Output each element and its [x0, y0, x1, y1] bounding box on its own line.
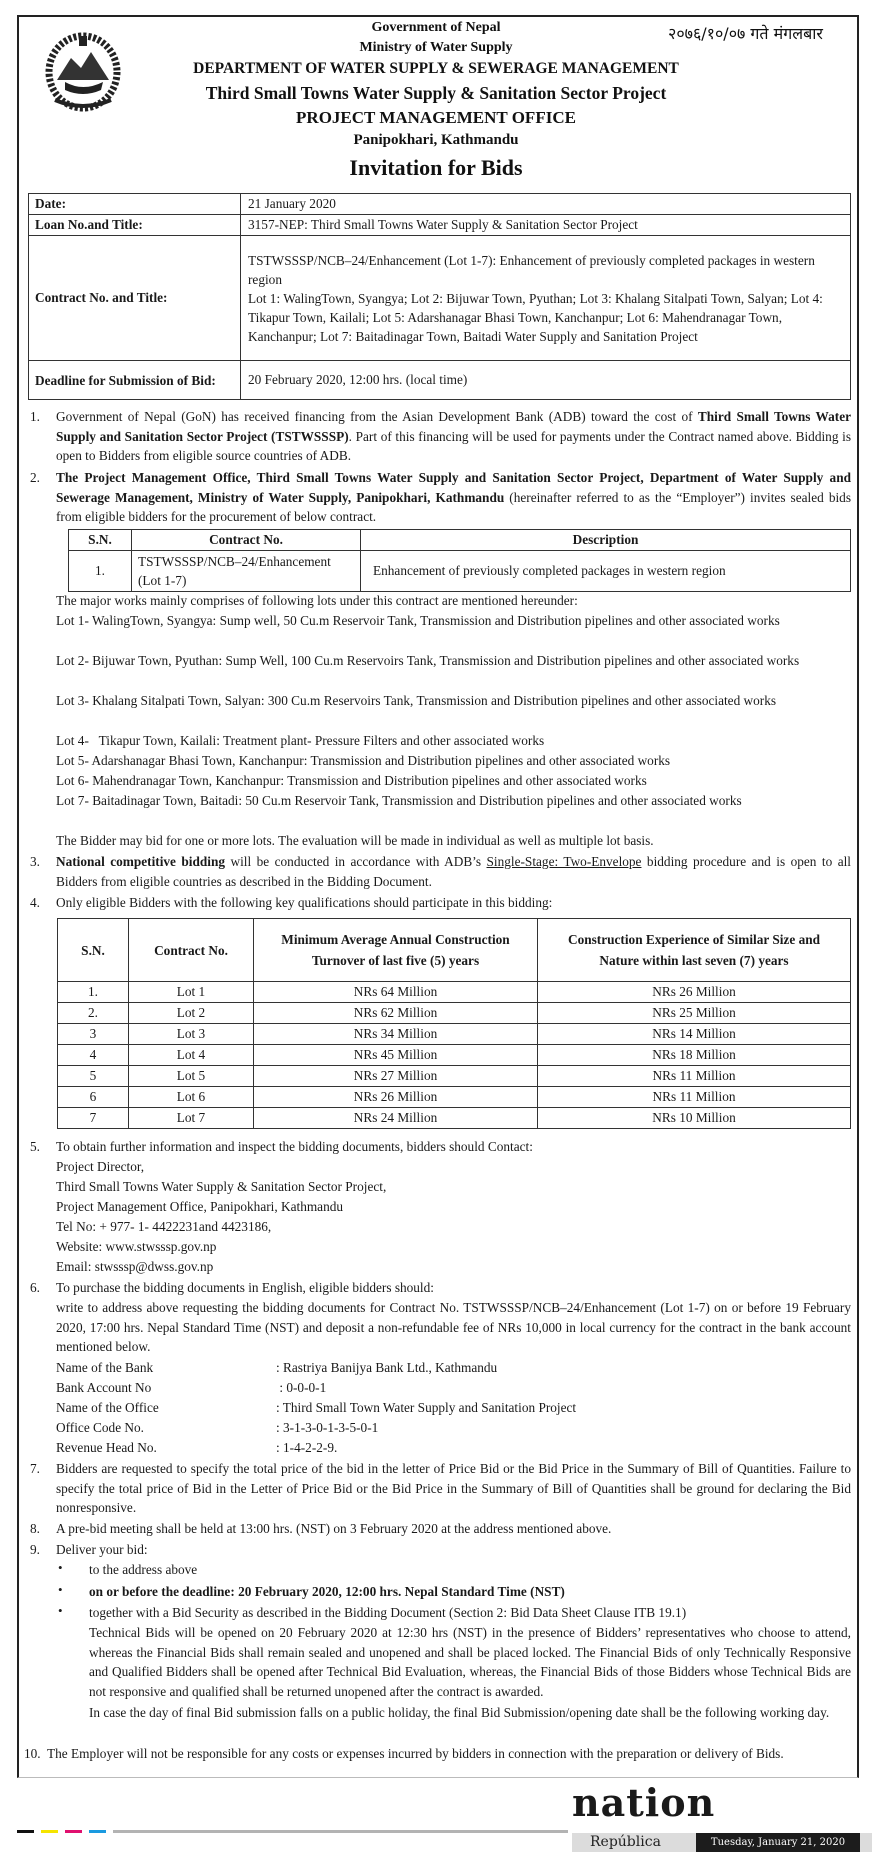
cell-turnover: NRs 27 Million [254, 1066, 538, 1087]
summary-value: 21 January 2020 [241, 194, 851, 215]
cell-sn: 4 [58, 1045, 129, 1066]
cell-experience: NRs 11 Million [538, 1066, 851, 1087]
table-row [29, 194, 851, 215]
item-9-text: Deliver your bid: [56, 1542, 148, 1557]
government-line: Government of Nepal [371, 20, 501, 35]
office-line: PROJECT MANAGEMENT OFFICE [296, 108, 576, 127]
item-2-text [56, 468, 851, 527]
bullet-icon: • [58, 1603, 63, 1618]
table-row [69, 551, 851, 592]
cell-experience: NRs 26 Million [538, 982, 851, 1003]
ministry-line: Ministry of Water Supply [359, 40, 513, 55]
nepali-date: २०७६/१०/०७ गते मंगलबार [668, 24, 823, 43]
cell-lot: Lot 5 [129, 1066, 254, 1087]
cell-turnover: NRs 26 Million [254, 1087, 538, 1108]
item-5-text: To obtain further information and inspect the bidding documents, bidders should Contact: [56, 1139, 533, 1154]
revenue-head-label: Revenue Head No. [56, 1440, 157, 1455]
table-header-row [69, 530, 851, 551]
bank-name-label: Name of the Bank [56, 1360, 154, 1375]
cell-lot: Lot 4 [129, 1045, 254, 1066]
bidding-type: National competitive bidding [56, 854, 226, 869]
cell-lot: Lot 3 [129, 1024, 254, 1045]
bullet-icon: • [58, 1582, 63, 1597]
cell-experience: NRs 18 Million [538, 1045, 851, 1066]
cell-sn: 5 [58, 1066, 129, 1087]
color-mark-cyan [89, 1830, 106, 1833]
item-4-text: Only eligible Bidders with the following key qualifications should participate in this bidding: [56, 895, 553, 910]
deliver-deadline: on or before the deadline: 20 February 2020, 12:00 hrs. Nepal Standard Time (NST) [89, 1584, 565, 1599]
summary-value: 3157-NEP: Third Small Towns Water Supply & Sanitation Sector Project [241, 215, 851, 236]
item-number: 1. [30, 409, 40, 424]
summary-value: 20 February 2020, 12:00 hrs. (local time) [241, 361, 851, 400]
item-number: 2. [30, 470, 40, 485]
text: will be conducted in accordance with ADB’s [225, 854, 487, 869]
lot-2-works: Lot 2- Bijuwar Town, Pyuthan: Sump Well, 100 Cu.m Reservoirs Tank, Transmission and Distribution pipelines and other associated works [56, 653, 800, 668]
cell-contract-no: TSTWSSSP/NCB–24/Enhancement (Lot 1-7) [132, 551, 361, 592]
cell-sn: 3 [58, 1024, 129, 1045]
item-number: 9. [30, 1542, 40, 1557]
cell-turnover: NRs 45 Million [254, 1045, 538, 1066]
summary-table [28, 193, 851, 400]
item-10-text: The Employer will not be responsible for any costs or expenses incurred by bidders in connection with the preparation or delivery of Bids. [47, 1746, 784, 1761]
lot-3-works: Lot 3- Khalang Sitalpati Town, Salyan: 300 Cu.m Reservoirs Tank, Transmission and Distribution pipelines and other associated works [56, 693, 777, 708]
cell-sn: 1. [58, 982, 129, 1003]
cell-lot: Lot 6 [129, 1087, 254, 1108]
contact-website: Website: www.stwsssp.gov.np [56, 1239, 217, 1254]
cell-sn: 2. [58, 1003, 129, 1024]
column-header: Minimum Average Annual Construction Turnover of last five (5) years [254, 919, 538, 982]
cell-sn: 1. [69, 551, 132, 592]
item-number: 10. [24, 1746, 41, 1761]
table-row [58, 1066, 851, 1087]
item-number: 8. [30, 1521, 40, 1536]
item-8-text: A pre-bid meeting shall be held at 13:00 hrs. (NST) on 3 February 2020 at the address mentioned above. [56, 1521, 612, 1536]
contact-project: Third Small Towns Water Supply & Sanitation Sector Project, [56, 1179, 387, 1194]
project-name: Third Small Towns Water Supply and Sanitation Sector Project (TSTWSSSP) [56, 409, 851, 444]
cell-lot: Lot 1 [129, 982, 254, 1003]
cell-turnover: NRs 24 Million [254, 1108, 538, 1129]
table-row [58, 1045, 851, 1066]
newspaper-name: República [590, 1834, 661, 1850]
address-line: Panipokhari, Kathmandu [353, 132, 519, 148]
qualification-table [57, 918, 851, 1129]
summary-label: Date: [29, 194, 241, 215]
color-mark-black [17, 1830, 34, 1833]
table-row [29, 361, 851, 400]
column-header: Construction Experience of Similar Size and Nature within last seven (7) years [538, 919, 851, 982]
lot-6-works: Lot 6- Mahendranagar Town, Kanchanpur: Transmission and Distribution pipelines and other associated works [56, 773, 647, 788]
item-number: 5. [30, 1139, 40, 1154]
deliver-address: to the address above [89, 1562, 198, 1577]
table-row [58, 982, 851, 1003]
summary-label: Deadline for Submission of Bid: [29, 361, 241, 400]
cell-turnover: NRs 62 Million [254, 1003, 538, 1024]
cell-lot: Lot 7 [129, 1108, 254, 1129]
cell-turnover: NRs 64 Million [254, 982, 538, 1003]
item-3-text [56, 852, 851, 891]
summary-value [241, 236, 851, 361]
contract-title: TSTWSSSP/NCB–24/Enhancement (Lot 1-7): Enhancement of previously completed packages in western region [248, 252, 815, 287]
project-line: Third Small Towns Water Supply & Sanitation Sector Project [205, 83, 667, 103]
table-row [58, 1003, 851, 1024]
lot-5-works: Lot 5- Adarshanagar Bhasi Town, Kanchanpur: Transmission and Distribution pipelines and other associated works [56, 753, 671, 768]
table-row [58, 1024, 851, 1045]
contact-title: Project Director, [56, 1159, 145, 1174]
office-name-value: : Third Small Town Water Supply and Sanitation Project [276, 1400, 577, 1415]
table-row [29, 236, 851, 361]
office-code-label: Office Code No. [56, 1420, 145, 1435]
summary-label: Contract No. and Title: [29, 236, 241, 361]
text: bidding procedure and is open to all Bidders from eligible countries as described in the Bidding Document. [56, 854, 851, 889]
column-header: S.N. [69, 530, 132, 551]
purchase-instructions: write to address above requesting the bidding documents for Contract No. TSTWSSSP/NCB–24/Enhancement (Lot 1-7) on or before 19 February 2020, 17:00 hrs. Nepal Standard Time (NST) and deposit a non-refundable fee of NRs 10,000 in local currency for the contract in the bank account mentioned below. [56, 1300, 851, 1354]
table-header-row [58, 919, 851, 982]
contact-office: Project Management Office, Panipokhari, Kathmandu [56, 1199, 344, 1214]
bank-name-value: : Rastriya Banijya Bank Ltd., Kathmandu [276, 1360, 498, 1375]
color-mark-magenta [65, 1830, 82, 1833]
cell-experience: NRs 10 Million [538, 1108, 851, 1129]
contract-lots: Lot 1: WalingTown, Syangya; Lot 2: Bijuwar Town, Pyuthan; Lot 3: Khalang Sitalpati Town, Salyan; Lot 4: Tikapur Town, Kailali; Lot 5: Adarshanagar Bhasi Town, Kanchanpur; Lot 6: Mahendranagar Town, Kanchanpur; Lot 7: Baitadinagar Town, Baitadi Water Supply and Sanitation Project [248, 290, 823, 344]
table-row [29, 215, 851, 236]
item-6-text: To purchase the bidding documents in English, eligible bidders should: [56, 1280, 434, 1295]
text: Government of Nepal (GoN) has received financing from the Asian Development Bank (ADB) toward the cost of [56, 409, 698, 424]
works-intro: The major works mainly comprises of following lots under this contract are mentioned hereunder: [56, 593, 578, 608]
item-number: 7. [30, 1461, 40, 1476]
cell-lot: Lot 2 [129, 1003, 254, 1024]
lots-note: The Bidder may bid for one or more lots. The evaluation will be made in individual as well as multiple lot basis. [56, 833, 654, 848]
bullet-icon: • [58, 1560, 63, 1575]
item-1-text [56, 407, 851, 466]
item-7-text: Bidders are requested to specify the total price of the bid in the letter of Price Bid or the Bid Price in the Summary of Bill of Quantities. Failure to specify the total price of Bid in the Letter of Price Bid or the Bid Price in the Summary of Bill of Quantities shall be ground for declaring the Bid nonresponsive. [56, 1461, 851, 1515]
lot-1-works: Lot 1- WalingTown, Syangya: Sump well, 50 Cu.m Reservoir Tank, Transmission and Distribution pipelines and other associated works [56, 613, 780, 628]
bid-opening-text: Technical Bids will be opened on 20 February 2020 at 12:30 hrs (NST) in the presence of Bidders’ representatives who choose to attend, whereas the Financial Bids shall remain sealed and unopened and shall be placed locked. The Financial Bids of only Technically Responsive and Qualified Bidders shall be opened after Technical Bid Evaluation, whereas, the Financial Bids of those Bidders whose Technical Bids are not responsive and qualified shall be returned unopened after the contract is awarded. [89, 1625, 851, 1699]
item-number: 4. [30, 895, 40, 910]
item-number: 3. [30, 854, 40, 869]
cell-sn: 6 [58, 1087, 129, 1108]
table-row [58, 1108, 851, 1129]
footer-rule [113, 1830, 568, 1833]
column-header: Contract No. [129, 919, 254, 982]
procedure-name: Single-Stage: Two-Envelope [486, 854, 642, 869]
employer-name: The Project Management Office, Third Small Towns Water Supply and Sanitation Sector Project, Department of Water Supply and Sewerage Management, Ministry of Water Supply, Panipokhari, Kathmandu [56, 470, 851, 505]
bank-account-label: Bank Account No [56, 1380, 152, 1395]
deliver-bid-security: together with a Bid Security as described in the Bidding Document (Section 2: Bid Data Sheet Clause ITB 19.1) [89, 1605, 687, 1620]
publication-date: Tuesday, January 21, 2020 [696, 1833, 860, 1852]
cell-description: Enhancement of previously completed packages in western region [361, 551, 851, 592]
color-mark-yellow [41, 1830, 58, 1833]
lot-7-works: Lot 7- Baitadinagar Town, Baitadi: 50 Cu.m Reservoir Tank, Transmission and Distribution pipelines and other associated works [56, 793, 742, 808]
section-title: nation [572, 1780, 716, 1825]
summary-label: Loan No.and Title: [29, 215, 241, 236]
holiday-text: In case the day of final Bid submission falls on a public holiday, the final Bid Submission/opening date shall be the following working day. [89, 1705, 830, 1720]
contact-email: Email: stwsssp@dwss.gov.np [56, 1259, 214, 1274]
table-row [58, 1087, 851, 1108]
column-header: Contract No. [132, 530, 361, 551]
cell-experience: NRs 14 Million [538, 1024, 851, 1045]
cell-experience: NRs 25 Million [538, 1003, 851, 1024]
item-number: 6. [30, 1280, 40, 1295]
column-header: S.N. [58, 919, 129, 982]
office-code-value: : 3-1-3-0-1-3-5-0-1 [276, 1420, 379, 1435]
contact-phone: Tel No: + 977- 1- 4422231and 4423186, [56, 1219, 272, 1234]
cell-sn: 7 [58, 1108, 129, 1129]
office-name-label: Name of the Office [56, 1400, 159, 1415]
contract-table [68, 529, 851, 592]
lot-4-works: Lot 4- Tikapur Town, Kailali: Treatment plant- Pressure Filters and other associated works [56, 733, 545, 748]
page-title: Invitation for Bids [349, 155, 523, 180]
column-header: Description [361, 530, 851, 551]
text: . Part of this financing will be used for payments under the Contract named above. Bidding is open to Bidders from eligible source countries of ADB. [56, 428, 851, 463]
revenue-head-value: : 1-4-2-2-9. [276, 1440, 338, 1455]
text: (hereinafter referred to as the “Employer”) invites sealed bids from eligible bidders for the procurement of below contract. [56, 489, 851, 524]
bank-account-value: : 0-0-0-1 [276, 1380, 327, 1395]
department-line: DEPARTMENT OF WATER SUPPLY & SEWERAGE MANAGEMENT [193, 60, 679, 77]
cell-turnover: NRs 34 Million [254, 1024, 538, 1045]
cell-experience: NRs 11 Million [538, 1087, 851, 1108]
